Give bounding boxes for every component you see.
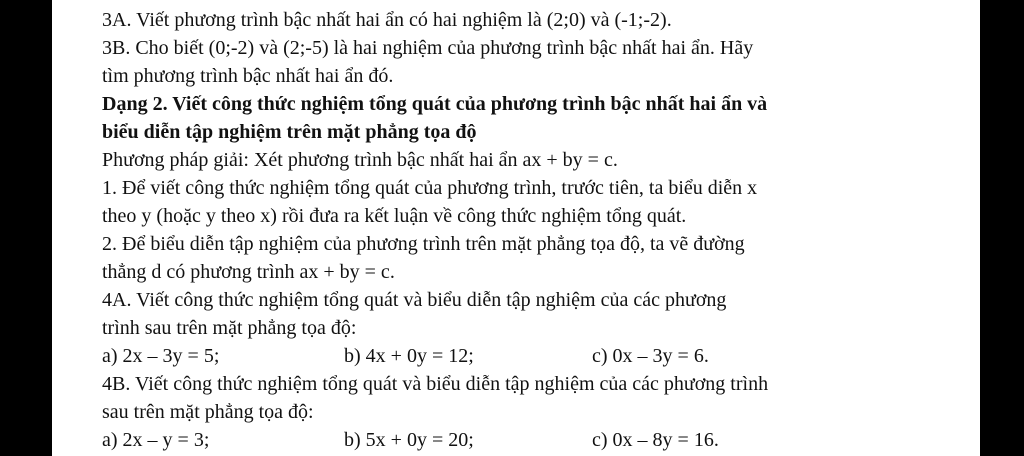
method-step-2-cont: thẳng d có phương trình ax + by = c. <box>102 261 395 283</box>
method-step-1: 1. Để viết công thức nghiệm tổng quát của phương trình, trước tiên, ta biểu diễn x <box>102 177 758 199</box>
exercise-4a-text-cont: trình sau trên mặt phẳng tọa độ: <box>102 317 357 339</box>
equation-4a-c: c) 0x – 3y = 6. <box>592 345 709 367</box>
document-page <box>52 0 980 456</box>
equation-4b-b: b) 5x + 0y = 20; <box>344 429 474 451</box>
exercise-4b-text-cont: sau trên mặt phẳng tọa độ: <box>102 401 314 423</box>
section-heading: Dạng 2. Viết công thức nghiệm tổng quát của phương trình bậc nhất hai ẩn và <box>102 93 768 115</box>
section-heading-cont: biểu diễn tập nghiệm trên mặt phẳng tọa độ <box>102 121 477 143</box>
exercise-3b-text: 3B. Cho biết (0;-2) và (2;-5) là hai nghiệm của phương trình bậc nhất hai ẩn. Hãy <box>102 37 754 59</box>
exercise-4b-text: 4B. Viết công thức nghiệm tổng quát và biểu diễn tập nghiệm của các phương trình <box>102 373 769 395</box>
exercise-4a-text: 4A. Viết công thức nghiệm tổng quát và biểu diễn tập nghiệm của các phương <box>102 289 727 311</box>
exercise-3a-text: 3A. Viết phương trình bậc nhất hai ẩn có hai nghiệm là (2;0) và (-1;-2). <box>102 9 672 31</box>
method-step-2: 2. Để biểu diễn tập nghiệm của phương trình trên mặt phẳng tọa độ, ta vẽ đường <box>102 233 745 255</box>
equation-4b-a: a) 2x – y = 3; <box>102 429 210 451</box>
equation-4b-c: c) 0x – 8y = 16. <box>592 429 719 451</box>
equation-4a-b: b) 4x + 0y = 12; <box>344 345 474 367</box>
exercise-3b-text-cont: tìm phương trình bậc nhất hai ẩn đó. <box>102 65 394 87</box>
equation-4a-a: a) 2x – 3y = 5; <box>102 345 220 367</box>
method-intro: Phương pháp giải: Xét phương trình bậc nhất hai ẩn ax + by = c. <box>102 149 618 171</box>
method-step-1-cont: theo y (hoặc y theo x) rồi đưa ra kết luận về công thức nghiệm tổng quát. <box>102 205 687 227</box>
